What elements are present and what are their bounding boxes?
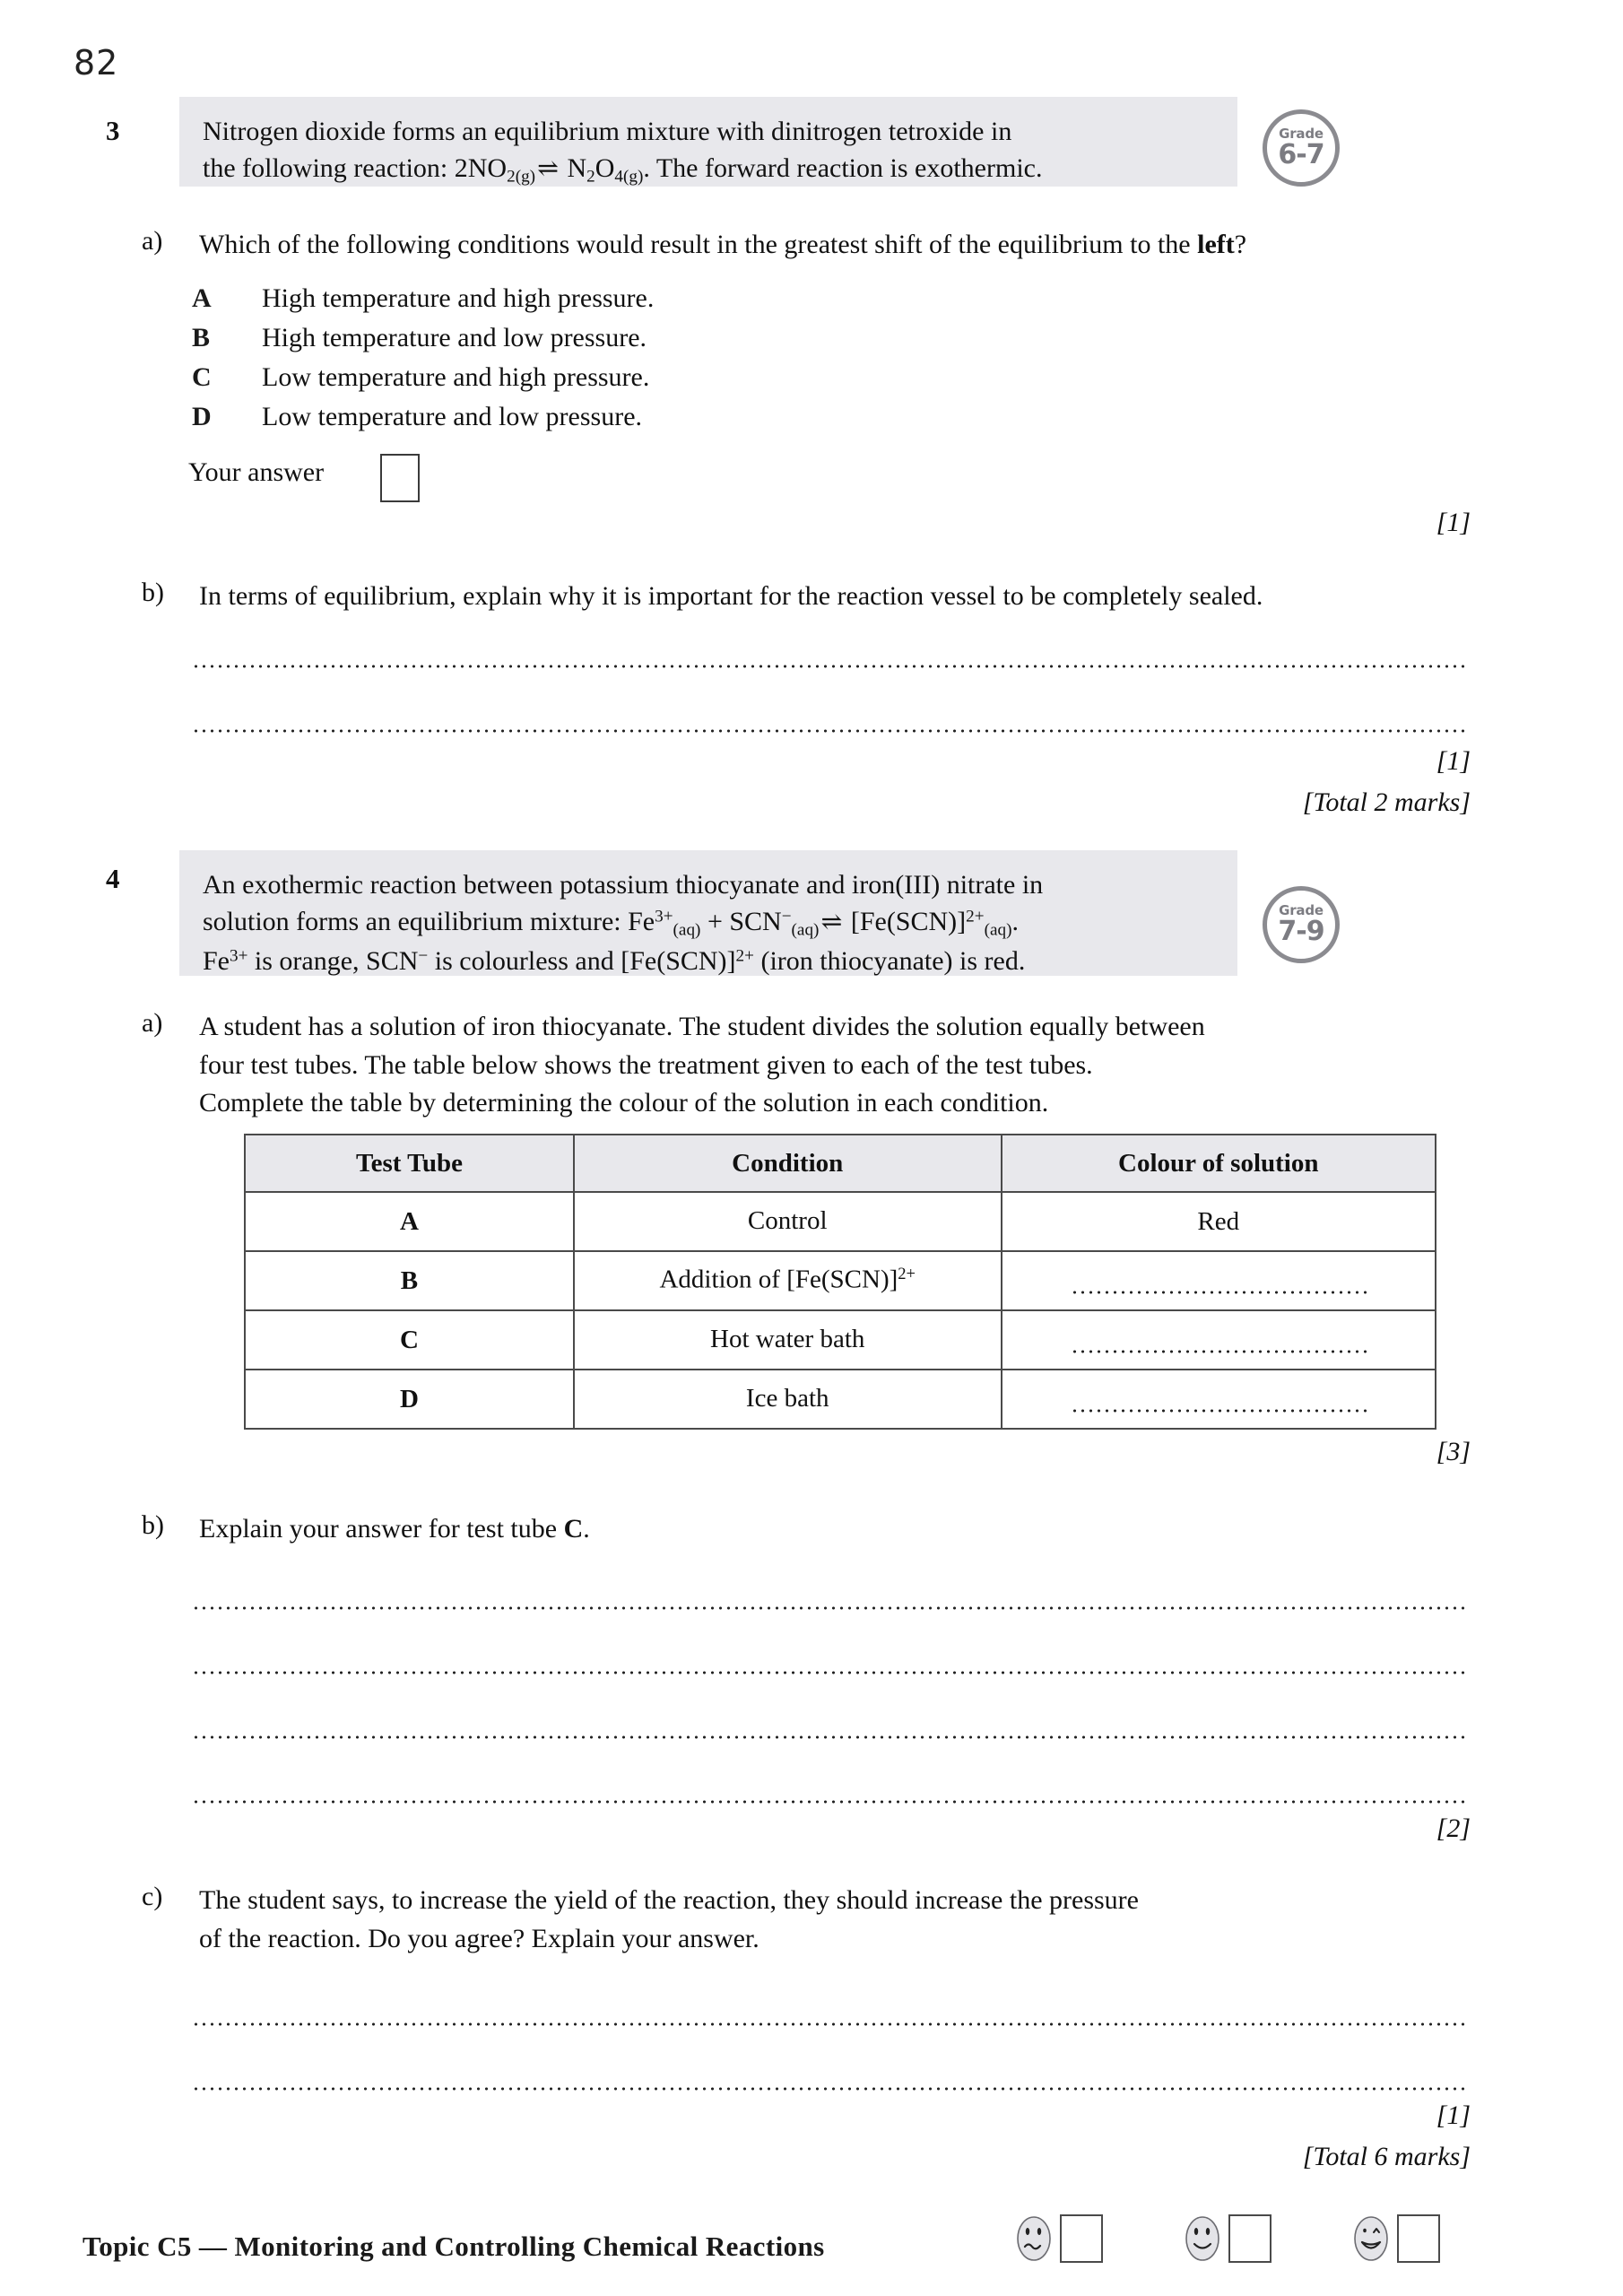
- condition-text: Ice bath: [745, 1383, 829, 1413]
- your-answer-label: Your answer: [188, 457, 325, 487]
- table-cell-tube-d: D: [245, 1370, 574, 1429]
- option-letter-b: B: [192, 323, 211, 352]
- part-label-4c: c): [142, 1882, 163, 1911]
- answer-line-4c-1[interactable]: [192, 2022, 1469, 2027]
- equilibrium-arrow-icon: ⇌: [537, 155, 559, 184]
- stem-text: the following reaction: 2NO: [203, 153, 508, 184]
- superscript: −: [781, 907, 792, 926]
- self-assessment-group-3: [1350, 2213, 1440, 2264]
- self-assessment-group-2: [1182, 2213, 1271, 2264]
- table-row: [245, 1370, 1436, 1429]
- superscript: 2+: [898, 1265, 916, 1284]
- question-3a-text: [199, 226, 1472, 265]
- question-4c-text: [199, 1882, 1490, 1958]
- marks-4c: [1]: [1436, 2100, 1471, 2130]
- table-header-condition: Condition: [574, 1135, 1002, 1192]
- stem-text: is colourless and [Fe(SCN)]: [428, 946, 736, 977]
- answer-line-3b-2[interactable]: [192, 728, 1469, 734]
- happy-face-icon: [1350, 2213, 1392, 2264]
- table-row: [245, 1310, 1436, 1370]
- option-text-d[interactable]: Low temperature and low pressure.: [262, 402, 643, 431]
- stem-text: (iron thiocyanate) is red.: [753, 946, 1026, 977]
- stem-text: + SCN: [700, 907, 782, 937]
- part-label-4b: b): [142, 1510, 164, 1540]
- answer-line-4b-4[interactable]: [192, 1799, 1469, 1805]
- question-3b-text: In terms of equilibrium, explain why it is important for the reaction vessel to be completely sealed.: [199, 581, 1263, 611]
- self-assessment-group-1: [1013, 2213, 1103, 2264]
- grade-badge-range: 6-7: [1278, 139, 1324, 170]
- part-label-3a: a): [142, 226, 163, 256]
- answer-line-4c-2[interactable]: [192, 2086, 1469, 2092]
- total-marks-3: [Total 2 marks]: [1302, 787, 1471, 817]
- answer-line-4b-1[interactable]: [192, 1605, 1469, 1611]
- part-text: Which of the following conditions would result in the greatest shift of the equilibrium to the: [199, 230, 1198, 259]
- stem-text: solution forms an equilibrium mixture: Fe: [203, 907, 655, 937]
- question-3-stem-line-1: Nitrogen dioxide forms an equilibrium mixture with dinitrogen tetroxide in: [203, 117, 1012, 146]
- option-text-a[interactable]: High temperature and high pressure.: [262, 283, 655, 313]
- neutral-face-icon: [1013, 2213, 1055, 2264]
- table-cell-colour-d[interactable]: [1002, 1370, 1436, 1429]
- part-label-3b: b): [142, 578, 164, 607]
- answer-line-4b-2[interactable]: [192, 1670, 1469, 1675]
- table-header-colour: Colour of solution: [1002, 1135, 1436, 1192]
- footer-topic-title: Topic C5 — Monitoring and Controlling Chemical Reactions: [82, 2231, 825, 2262]
- condition-text: Hot water bath: [710, 1324, 865, 1353]
- grade-badge-word: Grade: [1279, 126, 1324, 142]
- table-cell-tube-a: A: [245, 1192, 574, 1251]
- subscript: 2(g): [507, 167, 536, 187]
- question-number-4: 4: [106, 863, 120, 894]
- answer-dots[interactable]: [1071, 1290, 1367, 1295]
- stem-text: is orange, SCN: [247, 946, 419, 977]
- part-text-emphasis: left: [1197, 230, 1235, 259]
- total-marks-4: [Total 6 marks]: [1302, 2142, 1471, 2171]
- table-cell-colour-a: Red: [1002, 1192, 1436, 1251]
- subscript: (aq): [791, 920, 820, 940]
- grade-badge-range: 7-9: [1278, 916, 1324, 947]
- self-assessment-checkbox-3[interactable]: [1397, 2214, 1440, 2263]
- question-4-stem-line-1: An exothermic reaction between potassium thiocyanate and iron(III) nitrate in: [203, 870, 1044, 900]
- question-4c-line-1: The student says, to increase the yield of the reaction, they should increase the pressure: [199, 1885, 1139, 1915]
- stem-text: .: [1011, 907, 1019, 937]
- table-header-row: [245, 1135, 1436, 1192]
- equilibrium-arrow-icon: ⇌: [820, 909, 843, 937]
- superscript: −: [418, 946, 429, 966]
- question-4b-text: [199, 1510, 1472, 1549]
- subscript: (aq): [984, 920, 1012, 940]
- part-label-4a: a): [142, 1008, 163, 1038]
- part-text: Explain your answer for test tube: [199, 1514, 564, 1544]
- answer-line-3b-1[interactable]: [192, 664, 1469, 669]
- stem-text: N: [560, 153, 587, 184]
- table-cell-condition-d: [574, 1370, 1002, 1429]
- stem-text: [Fe(SCN)]: [844, 907, 967, 937]
- option-letter-c: C: [192, 362, 212, 392]
- condition-text: Control: [747, 1205, 828, 1235]
- marks-3b: [1]: [1436, 746, 1471, 776]
- question-4-stem: [179, 850, 1237, 976]
- superscript: 2+: [735, 946, 754, 966]
- question-3-stem: [179, 97, 1237, 187]
- question-4c-line-2: of the reaction. Do you agree? Explain your answer.: [199, 1923, 759, 1953]
- table-row: [245, 1251, 1436, 1310]
- marks-4a: [3]: [1436, 1437, 1471, 1466]
- table-row: [245, 1192, 1436, 1251]
- option-letter-d: D: [192, 402, 212, 431]
- answer-dots[interactable]: [1071, 1349, 1367, 1354]
- part-text: ?: [1234, 230, 1247, 259]
- question-3-stem-line-2: [203, 150, 1214, 189]
- part-text: .: [583, 1514, 590, 1544]
- self-assessment-checkbox-2[interactable]: [1228, 2214, 1271, 2263]
- condition-text-base: Addition of [Fe(SCN)]: [659, 1265, 898, 1294]
- self-assessment-checkbox-1[interactable]: [1060, 2214, 1103, 2263]
- question-4-stem-line-3: [203, 943, 1214, 979]
- part-text-emphasis: C: [563, 1514, 584, 1544]
- option-text-c[interactable]: Low temperature and high pressure.: [262, 362, 650, 392]
- your-answer-input[interactable]: [380, 454, 420, 502]
- question-4a-text: [199, 1008, 1490, 1123]
- condition-text: [575, 1265, 1001, 1296]
- table-cell-condition-c: [574, 1310, 1002, 1370]
- table-cell-colour-b[interactable]: [1002, 1251, 1436, 1310]
- subscript: 2: [586, 167, 595, 187]
- test-tube-table: [244, 1134, 1436, 1430]
- answer-line-4b-3[interactable]: [192, 1735, 1469, 1740]
- question-4a-line-3: Complete the table by determining the colour of the solution in each condition.: [199, 1088, 1049, 1118]
- question-4-stem-line-2: [203, 903, 1214, 943]
- question-4a-line-1: A student has a solution of iron thiocyanate. The student divides the solution equally between: [199, 1012, 1205, 1041]
- grade-badge-word: Grade: [1279, 902, 1324, 918]
- page-number: 82: [74, 43, 119, 83]
- superscript: 3+: [230, 946, 248, 966]
- grade-badge-7-9: [1263, 886, 1340, 963]
- stem-text: Fe: [203, 946, 230, 977]
- slight-smile-face-icon: [1182, 2213, 1223, 2264]
- subscript: (aq): [673, 920, 701, 940]
- answer-dots[interactable]: [1071, 1408, 1367, 1413]
- table-cell-tube-b: B: [245, 1251, 574, 1310]
- grade-badge-6-7: [1263, 109, 1340, 187]
- stem-text: O: [595, 153, 615, 184]
- table-cell-tube-c: C: [245, 1310, 574, 1370]
- table-cell-colour-c[interactable]: [1002, 1310, 1436, 1370]
- question-number-3: 3: [106, 115, 120, 146]
- option-text-b[interactable]: High temperature and low pressure.: [262, 323, 647, 352]
- table-cell-condition-b: [574, 1251, 1002, 1310]
- superscript: 2+: [966, 907, 985, 926]
- question-4a-line-2: four test tubes. The table below shows the treatment given to each of the test tubes.: [199, 1049, 1093, 1080]
- superscript: 3+: [655, 907, 673, 926]
- table-header-test-tube: Test Tube: [245, 1135, 574, 1192]
- marks-4b: [2]: [1436, 1813, 1471, 1843]
- table-cell-condition-a: [574, 1192, 1002, 1251]
- stem-text: . The forward reaction is exothermic.: [643, 153, 1043, 184]
- subscript: 4(g): [614, 167, 644, 187]
- option-letter-a: A: [192, 283, 212, 313]
- marks-3a: [1]: [1436, 508, 1471, 537]
